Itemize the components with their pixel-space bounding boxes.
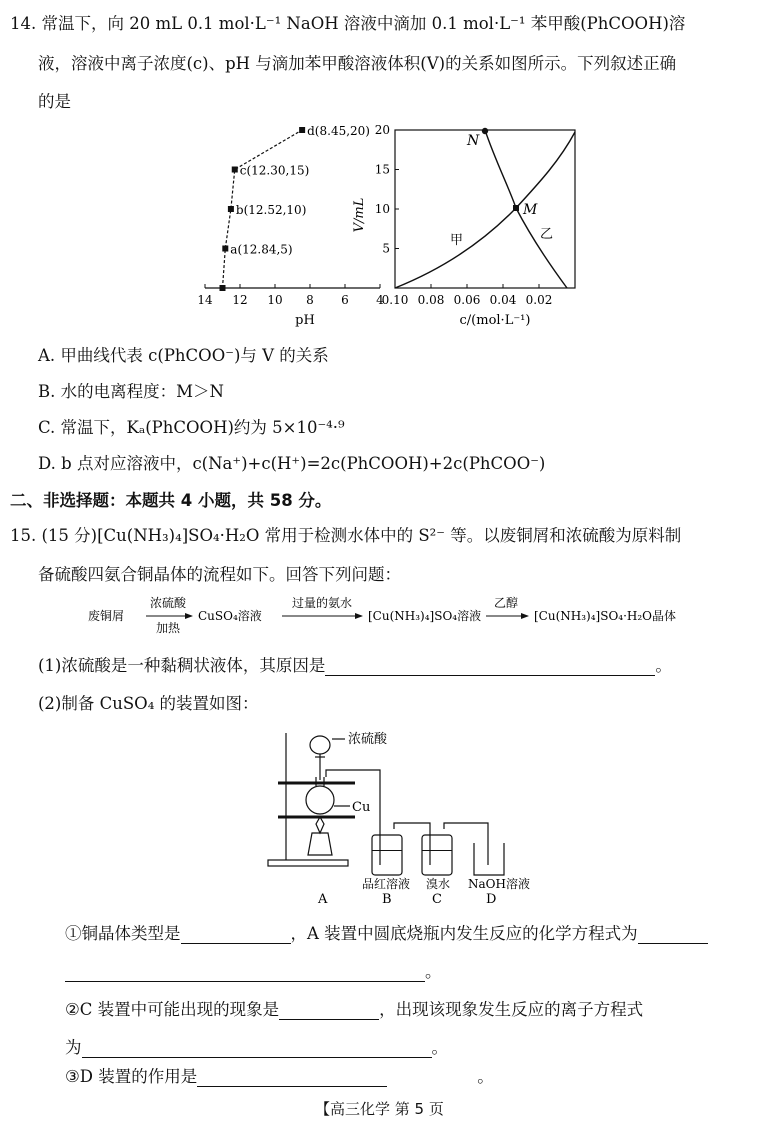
- q15-sub2-end: 。: [431, 1038, 448, 1057]
- conc-plot-frame: [395, 130, 575, 288]
- ph-point-label: b(12.52,10): [235, 203, 307, 217]
- q14-option-b: B. 水的电离程度：M＞N: [38, 382, 224, 401]
- ph-point-label: a(12.84,5): [230, 242, 293, 257]
- ph-point-label: d(8.45,20): [307, 124, 370, 138]
- q15-sub2-mid: ，出现该现象发生反应的离子方程式: [379, 1000, 644, 1019]
- q15-sub2-wei: 为: [65, 1038, 82, 1057]
- answer-blank-2[interactable]: [181, 927, 291, 944]
- v-tick-label: 10: [374, 202, 390, 216]
- apparatus-label-B: B: [382, 892, 392, 907]
- apparatus-label-A: A: [318, 892, 328, 907]
- flow-step-2: CuSO₄溶液: [198, 609, 262, 623]
- answer-blank-5[interactable]: [279, 1003, 379, 1020]
- q15-part1-end: 。: [655, 656, 672, 675]
- flow-arrow1-bottom: 加热: [156, 621, 181, 635]
- conc-tick-label: 0.04: [489, 293, 517, 307]
- v-axis-label: V/mL: [352, 197, 367, 233]
- q15-sub3-end: 。: [477, 1067, 494, 1086]
- q14-line3: 的是: [38, 92, 71, 111]
- flow-arrow1-top: 浓硫酸: [150, 596, 187, 610]
- apparatus-label-D: D: [486, 892, 497, 907]
- ph-point-a: [222, 246, 228, 252]
- ph-start-point: [220, 285, 226, 291]
- v-tick-label: 5: [382, 241, 390, 256]
- flow-arrow3-top: 乙醇: [494, 596, 519, 610]
- q15-part1: [38, 652, 672, 676]
- conc-tick-label: 0.10: [381, 293, 409, 307]
- dropping-funnel: [310, 736, 330, 754]
- flow-diagram: [80, 592, 720, 638]
- q15-sub1-end: 。: [425, 962, 442, 981]
- apparatus-cu-label: Cu: [352, 800, 371, 815]
- apparatus-acid-label: 浓硫酸: [348, 732, 388, 747]
- label-M: M: [523, 202, 538, 218]
- answer-blank-7[interactable]: [197, 1070, 387, 1087]
- section-heading: 二、非选择题：本题共 4 小题，共 58 分。: [10, 491, 332, 510]
- label-N: N: [467, 133, 480, 149]
- answer-blank-1[interactable]: [325, 659, 655, 676]
- ph-tick-label: 12: [232, 293, 248, 307]
- q15-sub2-text: ②C 装置中可能出现的现象是: [65, 1000, 280, 1019]
- ph-tick-label: 6: [341, 293, 349, 307]
- alcohol-lamp: [308, 833, 332, 855]
- flow-step-3: [Cu(NH₃)₄]SO₄溶液: [368, 609, 482, 623]
- label-jia: 甲: [450, 233, 464, 248]
- q15-sub2-line2: [65, 1034, 448, 1058]
- q15-sub3-text: ③D 装置的作用是: [65, 1067, 198, 1086]
- answer-blank-4[interactable]: [65, 965, 425, 982]
- round-bottom-flask: [306, 786, 334, 814]
- conc-tick-label: 0.06: [453, 293, 481, 307]
- q15-part2: (2)制备 CuSO₄ 的装置如图：: [38, 694, 259, 713]
- bottle-B: [372, 835, 402, 875]
- ph-tick-label: 4: [376, 293, 384, 307]
- ph-point-c: [232, 167, 238, 173]
- apparatus-sol-D: NaOH溶液: [468, 877, 530, 891]
- q14-line1: 14. 常温下，向 20 mL 0.1 mol·L⁻¹ NaOH 溶液中滴加 0.1 mol·L⁻¹ 苯甲酸(PhCOOH)溶: [10, 14, 686, 33]
- q15-sub1-line2: [65, 958, 442, 982]
- conc-tick-label: 0.02: [525, 293, 553, 307]
- ph-point-b: [228, 206, 234, 212]
- page-footer: 【高三化学 第 5 页: [315, 1100, 444, 1118]
- q15-line1: 15. (15 分)[Cu(NH₃)₄]SO₄·H₂O 常用于检测水体中的 S²⁻ 等。以废铜屑和浓硫酸为原料制: [10, 526, 682, 545]
- beaker-D: [474, 843, 504, 875]
- q14-option-a: A. 甲曲线代表 c(PhCOO⁻)与 V 的关系: [38, 346, 329, 365]
- v-tick-label: 15: [374, 162, 390, 177]
- flow-step-1: 废铜屑: [88, 609, 125, 623]
- label-yi: 乙: [540, 227, 554, 242]
- q14-figure: [195, 120, 615, 330]
- conc-tick-label: 0.08: [417, 293, 445, 307]
- ph-tick-label: 8: [306, 293, 314, 307]
- ph-axis-label: pH: [295, 313, 315, 328]
- stand-base: [268, 860, 348, 866]
- bottle-C: [422, 835, 452, 875]
- ph-point-label: c(12.30,15): [239, 163, 310, 178]
- apparatus-label-C: C: [432, 892, 442, 907]
- curve-jia: [395, 132, 575, 288]
- q15-sub3: [65, 1063, 494, 1087]
- q15-sub2: [65, 996, 643, 1020]
- v-tick-label: 20: [374, 123, 390, 137]
- flow-step-4: [Cu(NH₃)₄]SO₄·H₂O晶体: [534, 609, 677, 623]
- q14-line2: 液，溶液中离子浓度(c)、pH 与滴加苯甲酸溶液体积(V)的关系如图所示。下列叙述正确: [38, 54, 677, 73]
- answer-blank-6[interactable]: [82, 1041, 432, 1058]
- point-N: [482, 128, 488, 134]
- q15-sub1-text: ①铜晶体类型是: [65, 924, 181, 943]
- conc-axis-label: c/(mol·L⁻¹): [459, 313, 531, 328]
- q15-line2: 备硫酸四氨合铜晶体的流程如下。回答下列问题：: [38, 565, 401, 584]
- point-M: [513, 205, 519, 211]
- q15-sub1-mid: ，A 装置中圆底烧瓶内发生反应的化学方程式为: [290, 924, 638, 943]
- ph-tick-label: 14: [197, 293, 213, 307]
- apparatus-sol-C: 溴水: [426, 877, 451, 891]
- ph-tick-label: 10: [267, 293, 283, 307]
- answer-blank-3[interactable]: [638, 927, 708, 944]
- ph-point-d: [299, 127, 305, 133]
- apparatus-sol-B: 品红溶液: [362, 877, 411, 891]
- q15-part1-text: (1)浓硫酸是一种黏稠状液体，其原因是: [38, 656, 326, 675]
- apparatus-figure: [260, 725, 560, 910]
- q14-option-c: C. 常温下，Kₐ(PhCOOH)约为 5×10⁻⁴·⁹: [38, 418, 345, 437]
- flow-arrow2-top: 过量的氨水: [292, 596, 353, 610]
- q15-sub1: [65, 920, 708, 944]
- ph-curve: [220, 124, 370, 291]
- q14-option-d: D. b 点对应溶液中，c(Na⁺)+c(H⁺)=2c(PhCOOH)+2c(PhCOO⁻): [38, 454, 546, 473]
